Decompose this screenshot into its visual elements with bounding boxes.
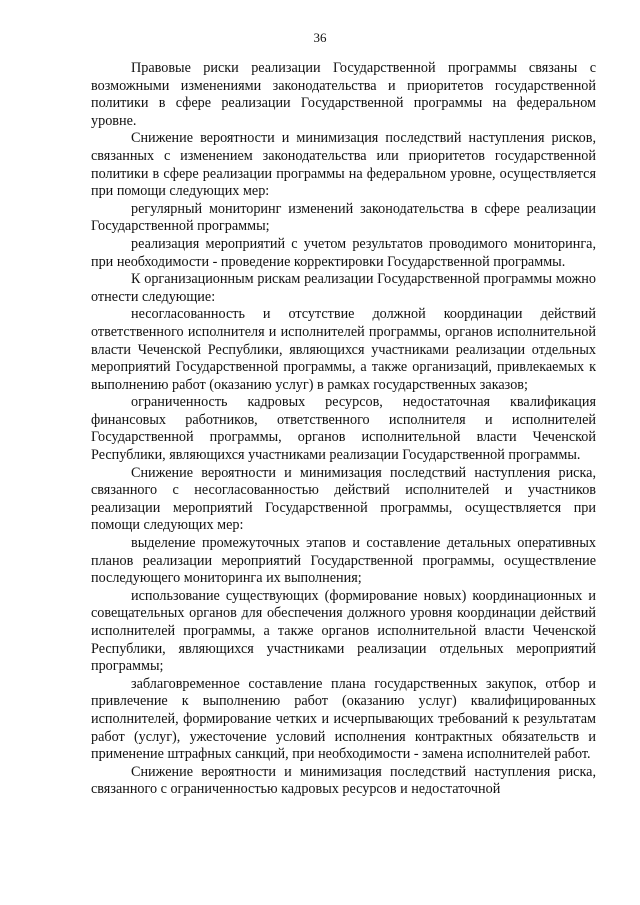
paragraph-staff-risk-mitigation-intro: Снижение вероятности и минимизация последствий наступления риска, связанного с ограниченностью кадровых ресурсов и недостаточной xyxy=(91,763,596,798)
paragraph-organizational-risks-intro: К организационным рискам реализации Государственной программы можно отнести следующие: xyxy=(91,271,596,305)
paragraph-measure-interim-stages: выделение промежуточных этапов и составление детальных оперативных планов реализации мероприятий Государственной программы, осуществление последующего мониторинга их выполнения; xyxy=(91,535,596,587)
paragraph-measure-procurement-plan: заблаговременное составление плана государственных закупок, отбор и привлечение к выполнению работ (оказанию услуг) квалифицированных исполнителей, формирование четких и исчерпывающих требований к результатам работ (услуг), ужесточение условий исполнения контрактных обязательств и применение штрафных санкций, при необходимости - замена исполнителей работ. xyxy=(91,675,596,763)
paragraph-coordination-mitigation-intro: Снижение вероятности и минимизация последствий наступления риска, связанного с несогласованностью действий исполнителей и участников реализации мероприятий Государственной программы, осуществляется при помощи следующих мер: xyxy=(91,464,596,534)
paragraph-measure-monitoring: регулярный мониторинг изменений законодательства в сфере реализации Государственной программы; xyxy=(91,200,596,235)
paragraph-risk-limited-staff: ограниченность кадровых ресурсов, недостаточная квалификация финансовых работников, ответственного исполнителя и исполнителей Государственной программы, органов исполнительной власти Чеченской Республики, являющихся участниками реализации Государственной программы. xyxy=(91,394,596,464)
paragraph-measure-coordination-bodies: использование существующих (формирование новых) координационных и совещательных органов для обеспечения должного уровня координации действий исполнителей программы, а также органов исполнительной власти Чеченской Республики, являющихся участниками реализации отдельных мероприятий программы; xyxy=(91,587,596,675)
paragraph-legal-risks: Правовые риски реализации Государственной программы связаны с возможными изменениями законодательства и приоритетов государственной политики в сфере реализации Государственной программы на федеральном уровне. xyxy=(91,60,596,129)
paragraph-measure-corrections: реализация мероприятий с учетом результатов проводимого мониторинга, при необходимости - проведение корректировки Государственной программы. xyxy=(91,235,596,270)
document-body xyxy=(91,60,596,799)
page-number: 36 xyxy=(313,30,327,45)
paragraph-legal-risk-mitigation-intro: Снижение вероятности и минимизация последствий наступления рисков, связанных с изменением законодательства или приоритетов государственной политики в сфере реализации программы на федеральном уровне, осуществляется при помощи следующих мер: xyxy=(91,130,596,200)
paragraph-risk-lack-of-coordination: несогласованность и отсутствие должной координации действий ответственного исполнителя и исполнителей программы, органов исполнительной власти Чеченской Республики, являющихся участниками реализации отдельных мероприятий Государственной программы, а также организаций, привлекаемых к выполнению работ (оказанию услуг) в рамках государственных заказов; xyxy=(91,306,596,393)
